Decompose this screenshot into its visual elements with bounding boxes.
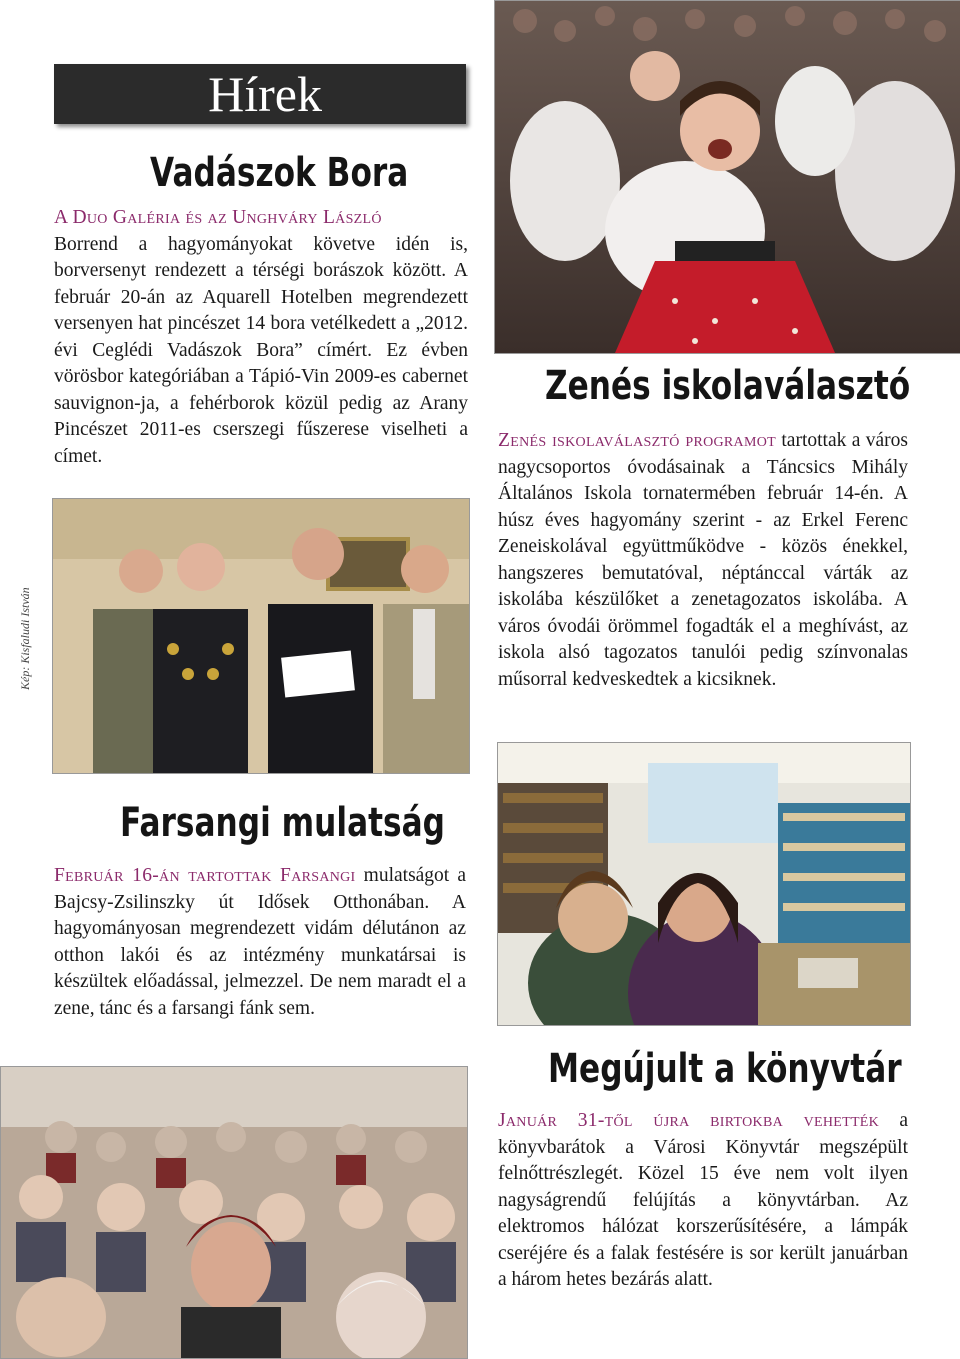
article-body-konyvtar xyxy=(498,1108,908,1294)
article-body-vadaszok xyxy=(54,205,468,470)
article-title-farsangi: Farsangi mulatság xyxy=(120,800,446,846)
photo-credit: Kép: Kisfaludi István xyxy=(18,587,32,690)
article-lead-vadaszok: A Duo Galéria és az Unghváry László xyxy=(54,207,382,228)
photo-wine-fraternity xyxy=(52,498,470,774)
section-title: Hírek xyxy=(208,66,322,122)
article-text-vadaszok: Borrend a hagyományokat követve idén is, borversenyt rendezett a térségi borászok között. A február 20-án az Aquarell Hotelben megrendezett versenyen hat pincészet 14 bora vetélkedett a „2012. évi Ceglédi Vadászok Bora” címért. Ez évben vörösbor kategóriában a Tápió-Vin 2009-es cabernet sauvignon-ja, a fehérborok közül pedig az Arany Pincészet 2011-es cserszegi fűszerese viselheti a címet. xyxy=(54,233,468,467)
photo-library xyxy=(497,742,911,1026)
article-title-vadaszok: Vadászok Bora xyxy=(150,150,409,196)
article-text-farsangi: mulatságot a Bajcsy-Zsilinszky út Idősek Otthonában. A hagyományosan megrendezett vidám délutánon az otthon lakói és az intézmény munkatársai is készültek előadással, jelmezzel. De nem maradt el a zene, tánc és a farsangi fánk sem. xyxy=(54,865,466,1019)
photo-children-dancing xyxy=(494,0,960,354)
article-lead-konyvtar: Január 31-től újra birtokba vehették xyxy=(498,1110,880,1131)
article-lead-farsangi: Február 16-án tartottak Farsangi xyxy=(54,865,356,886)
article-body-farsangi xyxy=(54,863,466,1022)
article-body-zenes xyxy=(498,428,908,693)
article-text-konyvtar: a könyvbarátok a Városi Könyvtár megszépült felnőttrészlegét. Közel 15 éve nem volt ilyen nagyságrendű felújítás a könyvtárban. Az elektromos hálózat korszerűsítésére, a lámpák cseréjére és a falak festésére is sor került januárban a három hetes bezárás alatt. xyxy=(498,1110,908,1290)
photo-elderly-audience-image xyxy=(1,1067,467,1358)
photo-wine-fraternity-image xyxy=(53,499,469,773)
photo-children-dancing-image xyxy=(495,1,960,353)
article-title-zenes: Zenés iskolaválasztó xyxy=(545,363,911,409)
section-banner xyxy=(54,64,466,124)
photo-elderly-audience xyxy=(0,1066,468,1359)
article-lead-zenes: Zenés iskolaválasztó programot xyxy=(498,430,776,451)
photo-library-image xyxy=(498,743,910,1025)
article-text-zenes: tartottak a város nagycsoportos óvodásainak a Táncsics Mihály Általános Iskola tornatermében február 14-én. A húsz éves hagyomány szerint - az Erkel Ferenc Zeneiskolával együttműködve - közös énekkel, hangszeres bemutatóval, néptánccal várták az iskolába készülőket a zenetagozatos iskolába. A város óvodái örömmel fogadták el a meghívást, az iskola alsó tagozatos tanulói pedig színvonalas műsorral kedveskedtek a kicsiknek. xyxy=(498,430,908,690)
article-title-konyvtar: Megújult a könyvtár xyxy=(548,1046,902,1092)
